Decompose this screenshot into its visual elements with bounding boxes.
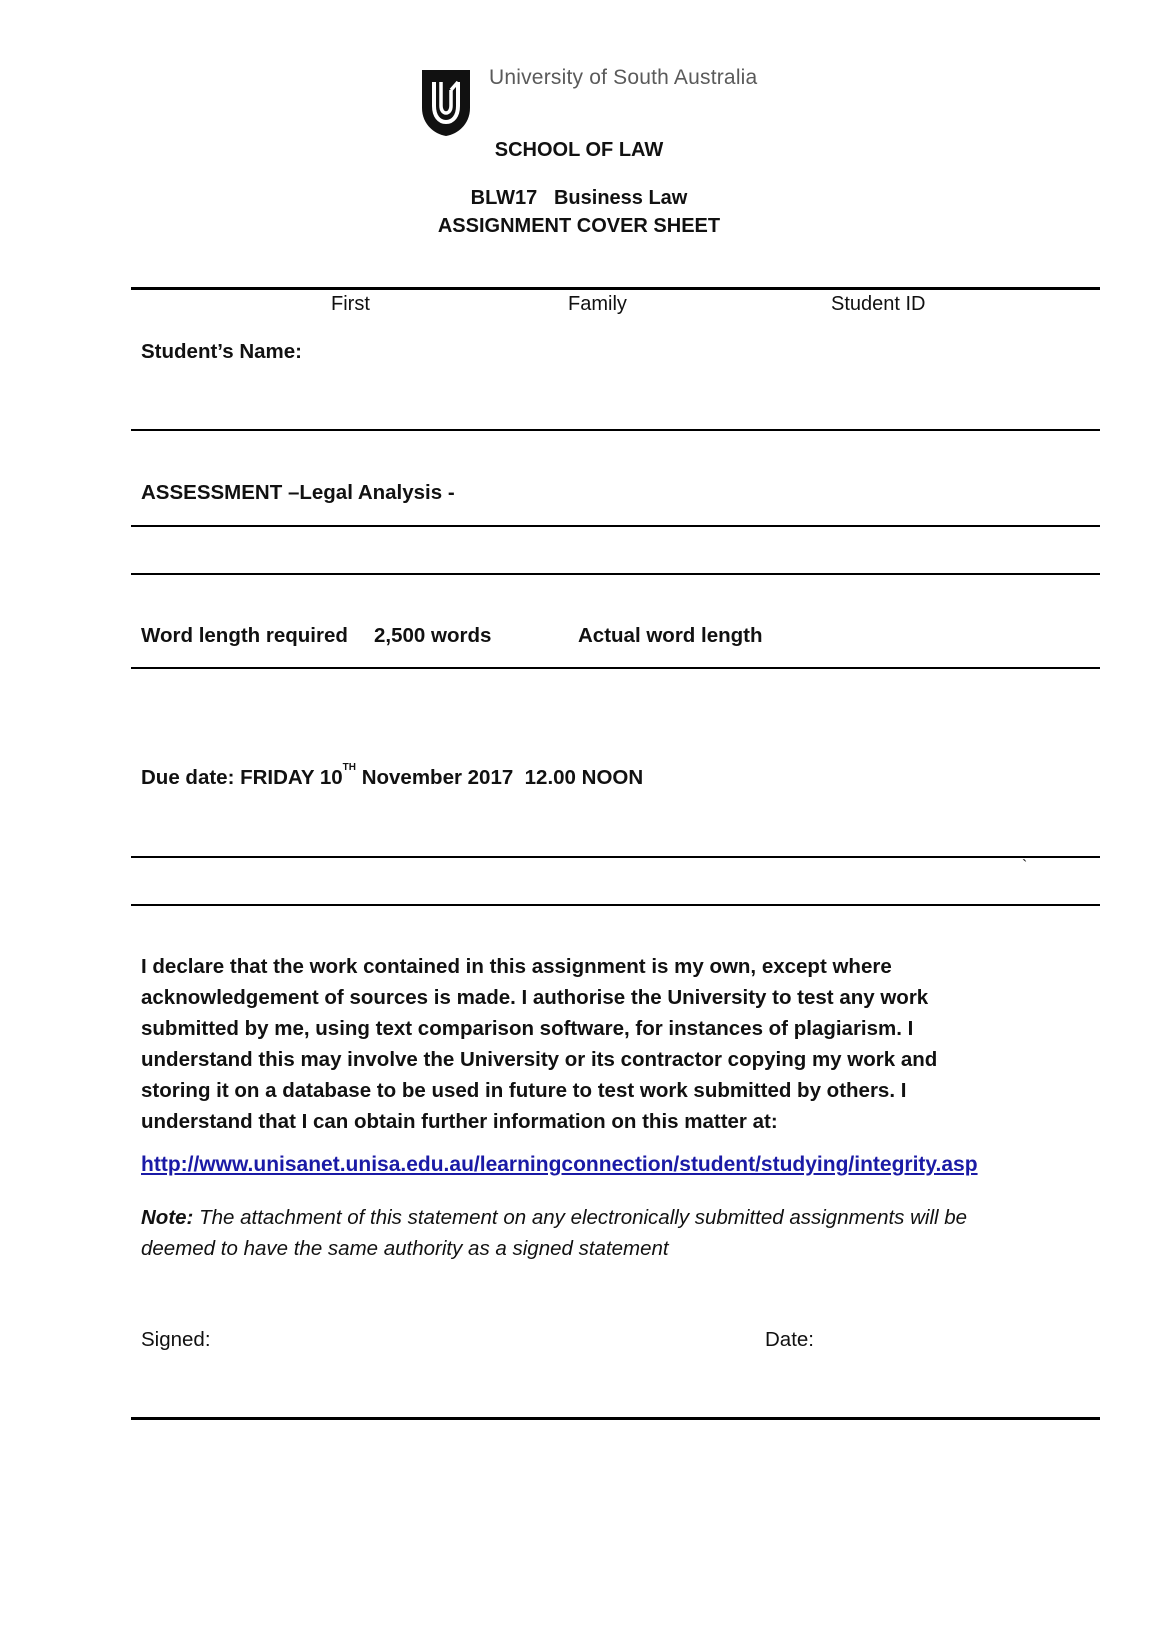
school-title: SCHOOL OF LAW xyxy=(494,139,664,161)
divider xyxy=(131,287,1100,290)
course-title: BLW17 Business Law xyxy=(470,187,688,209)
divider xyxy=(131,856,1100,858)
signed-label: Signed: xyxy=(141,1328,211,1351)
divider xyxy=(131,573,1100,575)
university-logo-icon xyxy=(420,68,472,138)
student-name-label: Student’s Name: xyxy=(141,340,302,363)
divider xyxy=(131,429,1100,431)
declaration-text: I declare that the work contained in this assignment is my own, except where acknowledgement of sources is made. I authorise the University to test any work submitted by me, using text comparison software, for instances of plagiarism. I understand this may involve the University or its contractor copying my work and storing it on a database to be used in future to test work submitted by others. I understand that I can obtain further information on this matter at: xyxy=(141,955,938,1133)
divider xyxy=(131,525,1100,527)
divider xyxy=(131,667,1100,669)
due-date-superscript: TH xyxy=(342,762,356,773)
note-label: Note: xyxy=(141,1206,194,1229)
note-text xyxy=(141,1202,1001,1264)
due-date-prefix: Due date: FRIDAY 10 xyxy=(141,766,343,789)
integrity-link[interactable]: http://www.unisanet.unisa.edu.au/learningconnection/student/studying/integrity.asp xyxy=(141,1153,978,1176)
actual-word-length-label: Actual word length xyxy=(578,624,763,647)
assessment-label: ASSESSMENT –Legal Analysis - xyxy=(141,481,455,504)
date-label: Date: xyxy=(765,1328,814,1351)
signature-line xyxy=(131,1417,1100,1420)
due-date-suffix: November 2017 12.00 NOON xyxy=(356,766,644,789)
university-name: University of South Australia xyxy=(489,66,758,89)
note-body: The attachment of this statement on any electronically submitted assignments will be deemed to have the same authority as a signed statement xyxy=(141,1206,968,1260)
column-student-id: Student ID xyxy=(831,293,926,315)
due-date xyxy=(141,762,644,790)
stray-mark: ` xyxy=(1022,858,1028,875)
word-length-required-label: Word length required xyxy=(141,624,348,647)
divider xyxy=(131,904,1100,906)
word-length-required-value: 2,500 words xyxy=(374,624,492,647)
column-first: First xyxy=(331,293,370,315)
column-family: Family xyxy=(568,293,627,315)
sheet-title: ASSIGNMENT COVER SHEET xyxy=(437,215,721,237)
